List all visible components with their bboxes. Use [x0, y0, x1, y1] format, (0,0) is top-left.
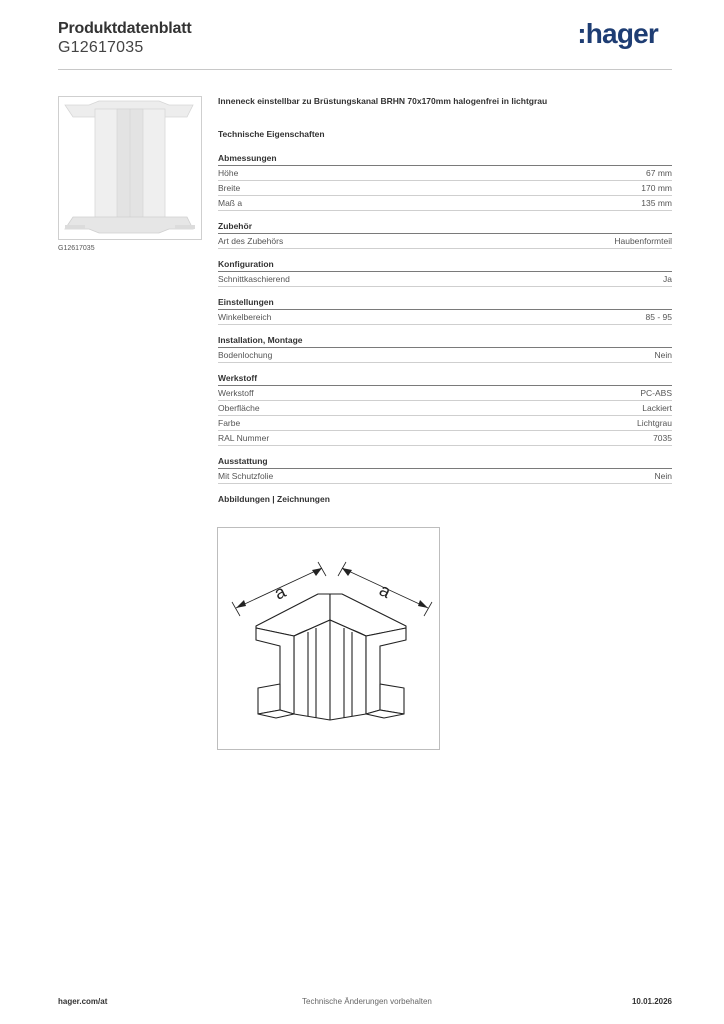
property-sections: [218, 153, 672, 484]
property-value: 7035: [653, 433, 672, 443]
property-row: [218, 401, 672, 416]
section-title: Installation, Montage: [218, 335, 672, 348]
page-header: [58, 20, 672, 70]
property-value: Nein: [654, 471, 672, 481]
drawings-heading: Abbildungen | Zeichnungen: [218, 494, 330, 504]
property-row: [218, 196, 672, 211]
property-label: RAL Nummer: [218, 433, 270, 443]
property-section: [218, 373, 672, 446]
property-value: 85 - 95: [645, 312, 672, 322]
property-row: [218, 469, 672, 484]
property-label: Schnittkaschierend: [218, 274, 290, 284]
property-section: [218, 259, 672, 287]
footer-note: Technische Änderungen vorbehalten: [302, 997, 432, 1006]
technical-drawing-image: [218, 528, 439, 749]
property-value: 135 mm: [641, 198, 672, 208]
technical-drawing: [217, 527, 440, 750]
property-label: Höhe: [218, 168, 239, 178]
property-section: [218, 297, 672, 325]
property-label: Farbe: [218, 418, 241, 428]
property-section: [218, 335, 672, 363]
dimension-label-left: a: [270, 581, 289, 604]
property-label: Winkelbereich: [218, 312, 272, 322]
property-value: 170 mm: [641, 183, 672, 193]
property-row: [218, 416, 672, 431]
property-label: Art des Zubehörs: [218, 236, 284, 246]
footer-date: 10.01.2026: [631, 997, 672, 1006]
property-label: Maß a: [218, 198, 243, 208]
property-row: [218, 310, 672, 325]
product-code: G12617035: [58, 39, 144, 56]
page-title: Produktdatenblatt: [58, 20, 192, 37]
section-title: Zubehör: [218, 221, 672, 234]
section-title: Werkstoff: [218, 373, 672, 386]
property-row: [218, 166, 672, 181]
section-title: Einstellungen: [218, 297, 672, 310]
section-title: Ausstattung: [218, 456, 672, 469]
section-title: Konfiguration: [218, 259, 672, 272]
header-divider: [58, 69, 672, 70]
property-row: [218, 348, 672, 363]
property-row: [218, 181, 672, 196]
property-value: 67 mm: [646, 168, 672, 178]
property-section: [218, 456, 672, 484]
property-row: [218, 431, 672, 446]
property-value: Ja: [663, 274, 672, 284]
product-photo: [58, 96, 202, 240]
property-row: [218, 272, 672, 287]
property-value: Haubenformteil: [614, 236, 672, 246]
product-description: Inneneck einstellbar zu Brüstungskanal BRHN 70x170mm halogenfrei in lichtgrau: [218, 96, 548, 106]
property-row: [218, 386, 672, 401]
footer-website[interactable]: hager.com/at: [58, 997, 108, 1006]
dimension-label-right: a: [376, 579, 395, 602]
photo-caption: G12617035: [58, 245, 95, 252]
property-value: Lichtgrau: [637, 418, 672, 428]
property-value: Lackiert: [642, 403, 672, 413]
property-section: [218, 221, 672, 249]
property-label: Mit Schutzfolie: [218, 471, 274, 481]
property-label: Breite: [218, 183, 241, 193]
product-photo-image: [59, 97, 201, 239]
section-title: Abmessungen: [218, 153, 672, 166]
property-label: Oberfläche: [218, 403, 260, 413]
property-label: Werkstoff: [218, 388, 254, 398]
technical-properties-heading: Technische Eigenschaften: [218, 129, 325, 139]
property-value: PC-ABS: [640, 388, 672, 398]
property-value: Nein: [654, 350, 672, 360]
property-label: Bodenlochung: [218, 350, 273, 360]
property-section: [218, 153, 672, 211]
hager-logo: :hager: [577, 18, 658, 49]
product-details: [218, 96, 672, 504]
property-row: [218, 234, 672, 249]
